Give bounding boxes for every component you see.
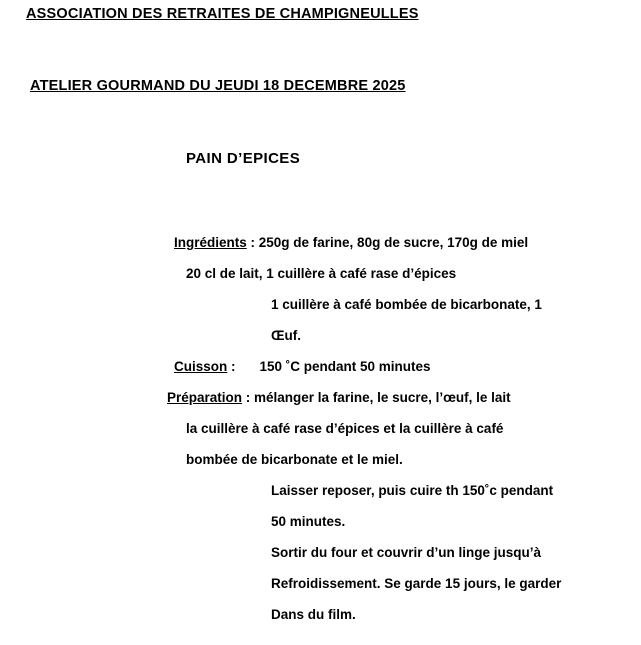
ingredients-label: Ingrédients	[174, 235, 247, 250]
ingredients-first-line	[0, 227, 641, 258]
preparation-line-4: Laisser reposer, puis cuire th 150˚c pendant	[271, 483, 554, 498]
cuisson-row	[0, 351, 641, 382]
preparation-line-6-row	[0, 537, 641, 568]
ingredients-line-1: 250g de farine, 80g de sucre, 170g de miel	[258, 235, 529, 250]
preparation-separator: :	[242, 390, 255, 405]
preparation-line-2: la cuillère à café rase d’épices et la cuillère à café	[186, 421, 504, 436]
preparation-line-6: Sortir du four et couvrir d’un linge jusqu’à	[271, 545, 542, 560]
cuisson-separator: :	[227, 359, 236, 374]
ingredients-line-2: 20 cl de lait, 1 cuillère à café rase d’épices	[186, 266, 457, 281]
preparation-line-7-row	[0, 568, 641, 599]
preparation-line-1: mélanger la farine, le sucre, l’œuf, le lait	[254, 390, 511, 405]
ingredients-line-2-row	[0, 258, 641, 289]
preparation-line-3: bombée de bicarbonate et le miel.	[186, 452, 403, 467]
cuisson-label: Cuisson	[174, 359, 228, 374]
preparation-line-3-row	[0, 444, 641, 475]
cuisson-value: 150 ˚C pendant 50 minutes	[259, 359, 431, 374]
recipe-title: PAIN D’EPICES	[186, 150, 301, 167]
preparation-first-line	[0, 382, 641, 413]
preparation-line-8: Dans du film.	[271, 607, 356, 622]
association-title: ASSOCIATION DES RETRAITES DE CHAMPIGNEULLES	[26, 6, 419, 22]
preparation-line-5: 50 minutes.	[271, 514, 346, 529]
recipe-body	[0, 227, 641, 630]
preparation-line-8-row	[0, 599, 641, 630]
preparation-line-2-row	[0, 413, 641, 444]
preparation-line-5-row	[0, 506, 641, 537]
preparation-line-7: Refroidissement. Se garde 15 jours, le garder	[271, 576, 562, 591]
ingredients-line-3-row	[0, 289, 641, 320]
ingredients-line-3: 1 cuillère à café bombée de bicarbonate, 1	[271, 297, 542, 312]
workshop-title: ATELIER GOURMAND DU JEUDI 18 DECEMBRE 2025	[30, 78, 406, 94]
ingredients-line-4-row	[0, 320, 641, 351]
preparation-label: Préparation	[167, 390, 243, 405]
preparation-line-4-row	[0, 475, 641, 506]
ingredients-line-4: Œuf.	[271, 328, 301, 343]
ingredients-separator: :	[246, 235, 259, 250]
